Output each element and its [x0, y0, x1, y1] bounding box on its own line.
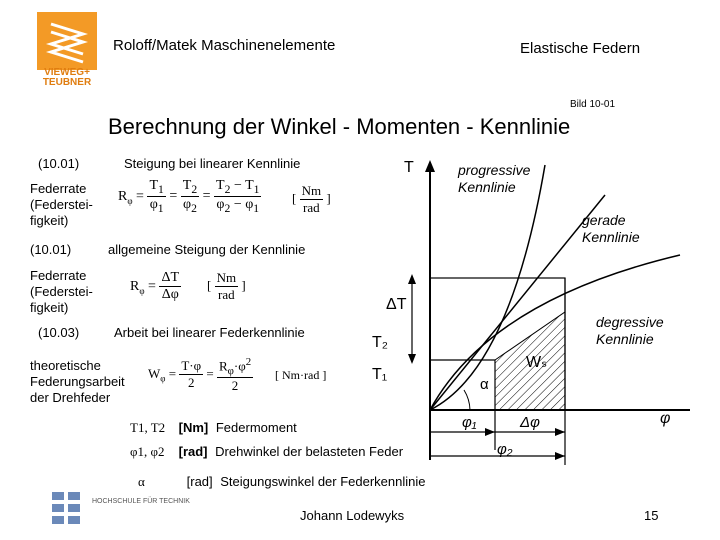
unit-1: [ $\frac{Nm}{\text{rad}}$ ]	[292, 183, 331, 215]
author-name: Johann Lodewyks	[300, 508, 405, 523]
legend-row: α [rad] Steigungswinkel der Federkennlinie	[138, 474, 426, 489]
progressive-label: progressive Kennlinie	[458, 162, 531, 195]
institution-name: HOCHSCHULE FÜR TECHNIK	[92, 498, 190, 505]
federrate-label-1: Federrate (Federstei- figkeit)	[30, 181, 93, 228]
alpha-label: α	[480, 376, 489, 393]
equation-2: $R_\varphi$ = $\frac{\Delta T}{\Delta\varphi}$	[130, 270, 180, 302]
slide-title: Berechnung der Winkel - Momenten - Kennlinie	[108, 114, 571, 139]
eq1-caption: Steigung bei linearer Kennlinie	[124, 156, 301, 171]
delta-t-label: ΔT	[386, 296, 407, 313]
eq1-number: (10.01)	[38, 156, 80, 171]
publisher-logo	[37, 12, 97, 70]
t2-label: T₂	[372, 334, 388, 351]
y-axis-label: T	[404, 159, 414, 176]
federrate-label-2: Federrate (Federstei- figkeit)	[30, 268, 93, 315]
eq3-caption: Arbeit bei linearer Federkennlinie	[114, 325, 305, 340]
eq2-number: (10.01)	[30, 242, 72, 257]
chapter-title: Elastische Federn	[520, 40, 641, 57]
x-axis-label: φ	[660, 410, 671, 427]
equation-3: $W_\varphi$ = $\frac{T\cdot\varphi}{2}$ = $\frac{R_\varphi\cdot\varphi^2}{2}$	[148, 356, 252, 393]
legend-row: T1, T2 [Nm] Federmoment	[130, 420, 297, 435]
unit-2: [ $\frac{Nm}{\text{rad}}$ ]	[207, 270, 246, 302]
logo-text: VIEWEG+ TEUBNER	[42, 67, 92, 88]
degressive-label: degressive Kennlinie	[596, 314, 664, 347]
phi2-label: φ₂	[497, 441, 513, 458]
phi1-label: φ₁	[462, 414, 477, 431]
institution-logo	[52, 492, 92, 528]
eq3-number: (10.03)	[38, 325, 80, 340]
linear-label: gerade Kennlinie	[582, 212, 640, 245]
page-number: 15	[644, 508, 659, 523]
legend-row: φ1, φ2 [rad] Drehwinkel der belasteten Feder	[130, 444, 404, 459]
arbeit-label: theoretische Federungsarbeit der Drehfeder	[30, 358, 125, 405]
work-label: Wₛ	[526, 354, 548, 371]
t1-label: T₁	[372, 366, 388, 383]
eq2-caption: allgemeine Steigung der Kennlinie	[108, 242, 306, 257]
equation-1: $R_\varphi$ = $\frac{T_1}{\varphi_1}$ = $\frac{T_2}{\varphi_2}$ = $\frac{T_2 - T_1}{\varphi_2 - \varphi_1}$	[118, 178, 260, 215]
unit-3: [ Nm·rad ]	[275, 368, 327, 382]
delta-phi-label: Δφ	[520, 414, 540, 431]
y-axis-arrow	[425, 160, 435, 172]
figure-reference: Bild 10-01	[570, 99, 616, 110]
book-title: Roloff/Matek Maschinenelemente	[113, 37, 336, 54]
alpha-arc	[464, 390, 470, 410]
